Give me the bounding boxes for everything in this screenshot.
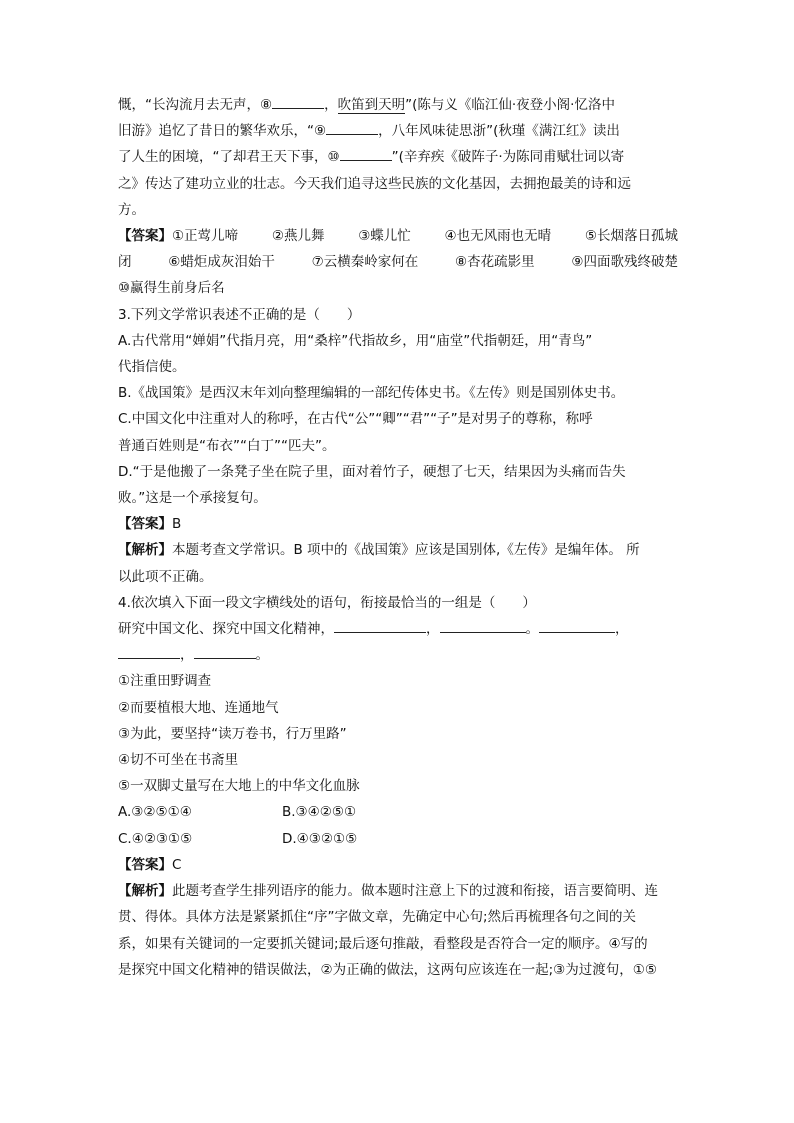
answer-item: ⑧杏花疏影里 bbox=[455, 254, 535, 271]
answer-label: 【答案】 bbox=[118, 228, 172, 245]
q4-analysis-line-1 bbox=[118, 878, 678, 904]
text: ， bbox=[180, 647, 194, 664]
q4-sentence-1: ①注重田野调查 bbox=[118, 673, 212, 690]
text: 旧游》追忆了昔日的繁华欢乐，“⑨ bbox=[118, 123, 327, 140]
answer-value: B bbox=[172, 516, 182, 533]
q4-sentence-5: ⑤一双脚丈量写在大地上的中华文化血脉 bbox=[118, 778, 360, 795]
fill-blank bbox=[194, 644, 256, 659]
option-b: B.③④②⑤① bbox=[282, 804, 357, 821]
q4-options-row-2 bbox=[118, 826, 678, 852]
text: 慨，“长沟流月去无声，⑧ bbox=[118, 97, 273, 113]
fill-blank-9 bbox=[326, 120, 378, 135]
answer-label: 【答案】 bbox=[118, 856, 172, 873]
q3-analysis-line-2: 以此项不正确。 bbox=[118, 568, 213, 585]
analysis-label: 【解析】 bbox=[118, 542, 172, 559]
q4-sentence-2: ②而要植根大地、连通地气 bbox=[118, 699, 279, 716]
fill-blank bbox=[440, 618, 526, 633]
q4-analysis-line-3: 系，如果有关键词的一定要抓关键词;最后逐句推敲，看整段是否符合一定的顺序。④写的 bbox=[118, 935, 648, 952]
q3-option-a-line-2: 代指信使。 bbox=[118, 359, 186, 376]
answer-item: ③蝶儿忙 bbox=[358, 228, 411, 245]
intro-line-4: 之》传达了建功立业的壮志。今天我们追寻这些民族的文化基因，去拥抱最美的诗和远 bbox=[118, 175, 631, 192]
answer-item: ⑤长烟落日孤城 bbox=[584, 228, 678, 245]
intro-line-1 bbox=[118, 92, 678, 118]
text: ”(辛弃疾《破阵子·为陈同甫赋壮词以寄 bbox=[391, 149, 625, 166]
q3-answer bbox=[118, 511, 678, 537]
answer-item: 闭 bbox=[118, 254, 132, 271]
text: ”(陈与义《临江仙·夜登小阁·忆洛中 bbox=[405, 97, 615, 113]
q4-stem: 4.依次填入下面一段文字横线处的语句，衔接最恰当的一组是（ ） bbox=[118, 594, 536, 611]
q4-sentence-3: ③为此，要坚持“读万卷书，行万里路” bbox=[118, 725, 347, 742]
text: 。 bbox=[525, 621, 539, 638]
q3-stem: 3.下列文学常识表述不正确的是（ ） bbox=[118, 306, 361, 323]
text: 了人生的困境，“了却君王天下事，⑩ bbox=[118, 149, 340, 166]
fill-blank bbox=[539, 618, 615, 633]
option-c: C.④②③①⑤ bbox=[118, 830, 193, 847]
q4-passage-line-1 bbox=[118, 616, 678, 642]
fill-blank-10 bbox=[340, 146, 392, 161]
answer-item: ⑦云横秦岭家何在 bbox=[311, 254, 419, 271]
q3-option-d-line-2: 败。”这是一个承接复句。 bbox=[118, 490, 267, 507]
q3-option-c-line-2: 普通百姓则是“布衣”“白丁”“匹夫”。 bbox=[118, 437, 336, 454]
text: 。 bbox=[255, 647, 269, 664]
answer-label: 【答案】 bbox=[118, 516, 172, 533]
q4-passage-line-2 bbox=[118, 642, 678, 668]
analysis-text: 本题考查文学常识。B 项中的《战国策》应该是国别体,《左传》是编年体。 所 bbox=[172, 542, 640, 559]
answer1-row-1 bbox=[118, 223, 678, 249]
fill-blank bbox=[118, 644, 180, 659]
q4-answer bbox=[118, 852, 678, 878]
q4-analysis-line-4: 是探究中国文化精神的错误做法，②为正确的做法，这两句应该连在一起;③为过渡句，①⑤ bbox=[118, 961, 657, 978]
answer-value: C bbox=[172, 856, 182, 873]
answer-item: ⑨四面歌残终破楚 bbox=[571, 254, 678, 271]
answer-item: ①正莺儿啼 bbox=[172, 228, 239, 245]
intro-line-2 bbox=[118, 118, 678, 144]
q3-option-a-line-1: A.古代常用“婵娟”代指月亮，用“桑梓”代指故乡，用“庙堂”代指朝廷，用“青鸟” bbox=[118, 332, 593, 349]
analysis-text: 此题考查学生排列语序的能力。做本题时注意上下的过渡和衔接，语言要简明、连 bbox=[172, 883, 658, 900]
answer1-row-3: ⑩赢得生前身后名 bbox=[118, 280, 225, 297]
option-d: D.④③②①⑤ bbox=[282, 830, 358, 847]
q4-options-row-1 bbox=[118, 799, 678, 825]
q3-option-d-line-1: D.“于是他搬了一条凳子坐在院子里，面对着竹子，硬想了七天，结果因为头痛而告失 bbox=[118, 463, 626, 480]
q3-option-b: B.《战国策》是西汉末年刘向整理编辑的一部纪传体史书。《左传》则是国别体史书。 bbox=[118, 385, 625, 402]
option-a: A.③②⑤①④ bbox=[118, 804, 192, 821]
answer-item: ④也无风雨也无晴 bbox=[444, 228, 552, 245]
text: ， bbox=[426, 621, 440, 638]
answer-item: ⑥蜡炬成灰泪始干 bbox=[168, 254, 275, 271]
answer1-row-2 bbox=[118, 249, 678, 275]
q3-analysis-line-1 bbox=[118, 537, 678, 563]
q3-option-c-line-1: C.中国文化中注重对人的称呼，在古代“公”“卿”“君”“子”是对男子的尊称，称呼 bbox=[118, 411, 593, 428]
text: ， bbox=[615, 621, 629, 638]
analysis-label: 【解析】 bbox=[118, 883, 172, 900]
q4-analysis-line-2: 贯、得体。具体方法是紧紧抓住“序”字做文章，先确定中心句;然后再梳理各句之间的关 bbox=[118, 909, 637, 926]
underlined-text: 吹笛到天明 bbox=[337, 97, 406, 113]
answer-item: ②燕儿舞 bbox=[271, 228, 325, 245]
text: 研究中国文化、探究中国文化精神， bbox=[118, 621, 334, 638]
fill-blank-8 bbox=[272, 94, 324, 109]
text: ， bbox=[324, 97, 338, 113]
q4-sentence-4: ④切不可坐在书斋里 bbox=[118, 752, 239, 769]
intro-line-5: 方。 bbox=[118, 201, 145, 218]
fill-blank bbox=[334, 618, 426, 633]
document-page bbox=[118, 92, 678, 983]
text: ，八年风味徒思浙”(秋瑾《满江红》读出 bbox=[378, 123, 620, 140]
intro-line-3 bbox=[118, 144, 678, 170]
